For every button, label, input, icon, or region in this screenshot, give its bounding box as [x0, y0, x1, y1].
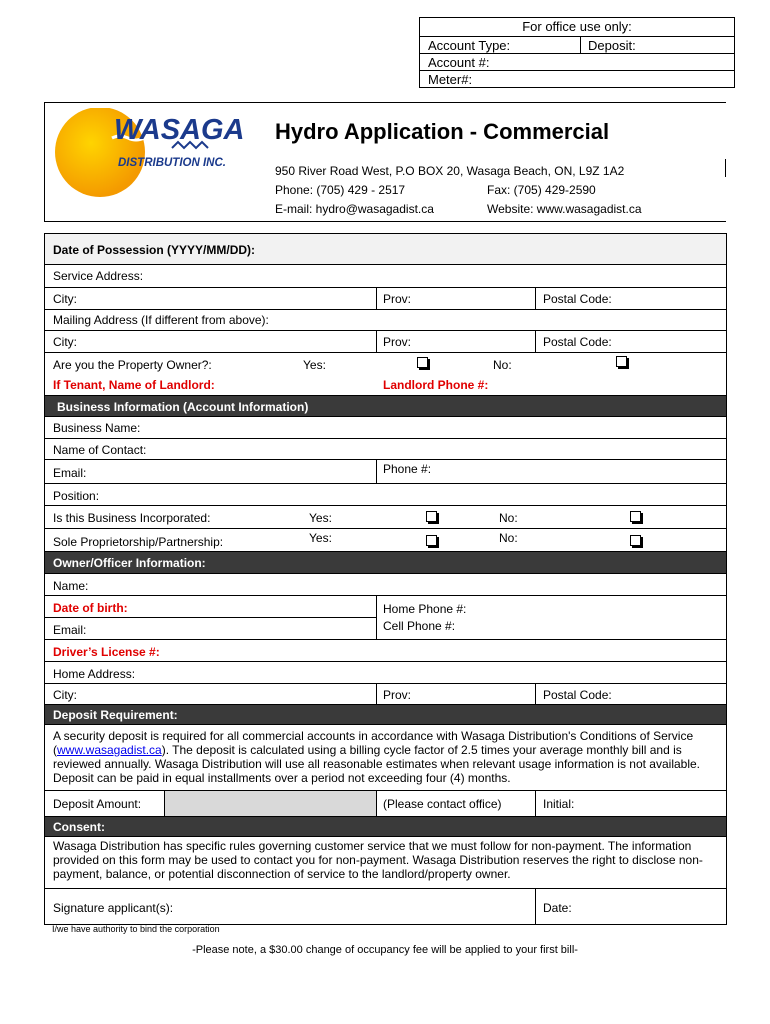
office-account-number: Account #: — [420, 53, 734, 70]
drivers-license-row[interactable] — [45, 639, 726, 661]
divider — [535, 684, 536, 705]
application-form — [44, 233, 727, 925]
home-phone-label: Home Phone #: — [383, 602, 467, 616]
tenant-landlord-label: If Tenant, Name of Landlord: — [53, 378, 215, 392]
office-deposit-label: Deposit: — [588, 38, 636, 53]
authority-note: I/we have authority to bind the corporation — [52, 924, 220, 934]
service-city-row[interactable] — [45, 287, 726, 309]
owner-email-label: Email: — [53, 623, 87, 637]
sole-prop-yes-label: Yes: — [309, 531, 332, 545]
signature-label: Signature applicant(s): — [53, 901, 174, 915]
position-label: Position: — [53, 489, 100, 503]
deposit-heading: Deposit Requirement: — [53, 708, 178, 722]
website-link[interactable]: www.wasagadist.ca — [57, 743, 162, 757]
service-address-row[interactable] — [45, 264, 726, 287]
incorporated-row — [45, 505, 726, 528]
business-info-section — [45, 395, 726, 416]
service-prov-label: Prov: — [383, 292, 412, 306]
service-address-label: Service Address: — [53, 269, 144, 283]
logo-subtitle: DISTRIBUTION INC. — [118, 157, 226, 169]
mailing-postal-label: Postal Code: — [543, 335, 612, 349]
dob-row[interactable] — [45, 595, 726, 617]
position-row[interactable] — [45, 483, 726, 505]
deposit-amount-field[interactable] — [165, 791, 376, 817]
owner-yes-checkbox[interactable] — [417, 357, 428, 368]
company-phone: Phone: (705) 429 - 2517 — [275, 183, 406, 197]
date-possession-label: Date of Possession (YYYY/MM/DD): — [53, 243, 256, 257]
home-address-label: Home Address: — [53, 667, 136, 681]
incorporated-yes-label: Yes: — [309, 511, 332, 525]
divider — [376, 288, 377, 310]
service-postal-label: Postal Code: — [543, 292, 612, 306]
property-owner-label: Are you the Property Owner?: — [53, 358, 212, 372]
owner-no-checkbox[interactable] — [616, 356, 627, 367]
divider — [376, 460, 377, 484]
consent-heading: Consent: — [53, 820, 105, 834]
owner-name-row[interactable] — [45, 573, 726, 595]
date-label: Date: — [543, 901, 572, 915]
deposit-section — [45, 704, 726, 724]
company-website: Website: www.wasagadist.ca — [487, 202, 642, 216]
divider — [376, 791, 377, 817]
divider — [535, 331, 536, 353]
consent-text-row — [45, 836, 726, 888]
business-email-row[interactable] — [45, 459, 726, 483]
consent-section — [45, 816, 726, 836]
contact-office-note: (Please contact office) — [383, 797, 502, 811]
owner-email-row[interactable] — [45, 617, 726, 639]
business-name-label: Business Name: — [53, 421, 141, 435]
mailing-prov-label: Prov: — [383, 335, 412, 349]
owner-info-section — [45, 551, 726, 573]
company-address: 950 River Road West, P.O BOX 20, Wasaga Beach, ON, L9Z 1A2 — [275, 164, 625, 178]
deposit-amount-label: Deposit Amount: — [53, 797, 142, 811]
initial-label[interactable]: Initial: — [543, 797, 575, 811]
home-address-row[interactable] — [45, 661, 726, 683]
mailing-address-label: Mailing Address (If different from above): — [53, 313, 269, 327]
date-possession-row[interactable] — [45, 234, 726, 264]
company-fax: Fax: (705) 429-2590 — [487, 183, 596, 197]
landlord-phone-label: Landlord Phone #: — [383, 378, 489, 392]
cell-phone-label: Cell Phone #: — [383, 619, 456, 633]
owner-yes-label: Yes: — [303, 358, 326, 372]
mailing-city-row[interactable] — [45, 330, 726, 352]
property-owner-row — [45, 352, 726, 374]
occupancy-fee-note: -Please note, a $30.00 change of occupancy fee will be applied to your first bill- — [192, 944, 578, 956]
divider — [376, 684, 377, 705]
company-email: E-mail: hydro@wasagadist.ca — [275, 202, 434, 216]
office-account-type-label: Account Type: — [428, 38, 511, 53]
sole-prop-no-checkbox[interactable] — [630, 535, 641, 546]
incorporated-no-checkbox[interactable] — [630, 511, 641, 522]
owner-prov-label: Prov: — [383, 688, 412, 702]
deposit-paragraph — [53, 729, 719, 785]
office-divider — [580, 37, 581, 54]
business-phone-label: Phone #: — [383, 462, 432, 476]
drivers-license-label: Driver’s License #: — [53, 645, 160, 659]
sole-prop-row — [45, 528, 726, 551]
header-edge — [725, 159, 726, 177]
incorporated-no-label: No: — [499, 511, 518, 525]
office-use-box — [419, 17, 735, 88]
office-use-heading: For office use only: — [522, 19, 632, 34]
sole-prop-label: Sole Proprietorship/Partnership: — [53, 535, 224, 549]
deposit-text-part-2: ). The deposit is calculated using a billing cycle factor of 2.5 times your average monthly bill and is reviewed annually. Wasaga Distribution will use all reasonable estimates when relevant usage information is not available. Deposit can be paid in equal installments over a period not exceeding four (4) months. — [53, 743, 701, 785]
dob-label: Date of birth: — [53, 601, 128, 615]
deposit-text-part-1: A security deposit is required for all commercial accounts in accordance with Wasaga Distribution's Conditions of Service ( — [53, 729, 694, 757]
wasaga-logo — [52, 108, 257, 208]
owner-info-heading: Owner/Officer Information: — [53, 556, 206, 570]
divider — [45, 617, 376, 618]
logo-wordmark: WASAGA — [114, 114, 245, 146]
consent-paragraph: Wasaga Distribution has specific rules governing customer service that we must follow for non-payment. The information provided on this form may be used to contact you for non-payment. Wasaga Distribution reserves the right to disclose non-payment, balance, or potential disconnection of service to the landlord/property owner. — [53, 839, 703, 881]
contact-name-label: Name of Contact: — [53, 443, 147, 457]
business-info-heading: Business Information (Account Information) — [57, 400, 309, 414]
deposit-amount-row — [45, 790, 726, 816]
page-title: Hydro Application - Commercial — [275, 119, 610, 144]
tenant-row[interactable] — [45, 374, 726, 395]
office-account-type-row — [420, 36, 734, 54]
owner-city-row[interactable] — [45, 683, 726, 704]
owner-postal-label: Postal Code: — [543, 688, 612, 702]
incorporated-yes-checkbox[interactable] — [426, 511, 437, 522]
divider — [535, 791, 536, 817]
incorporated-label: Is this Business Incorporated: — [53, 511, 211, 525]
owner-name-label: Name: — [53, 579, 89, 593]
signature-row[interactable] — [45, 888, 726, 924]
business-email-label: Email: — [53, 466, 87, 480]
mailing-city-label: City: — [53, 335, 77, 349]
office-meter: Meter#: — [420, 70, 734, 87]
service-city-label: City: — [53, 292, 77, 306]
divider — [376, 331, 377, 353]
sole-prop-no-label: No: — [499, 531, 518, 545]
owner-city-label: City: — [53, 688, 77, 702]
owner-no-label: No: — [493, 358, 512, 372]
divider — [535, 288, 536, 310]
deposit-text-row — [45, 724, 726, 790]
divider — [535, 889, 536, 925]
business-name-row[interactable] — [45, 416, 726, 438]
sole-prop-yes-checkbox[interactable] — [426, 535, 437, 546]
mailing-address-row[interactable] — [45, 309, 726, 330]
contact-name-row[interactable] — [45, 438, 726, 459]
